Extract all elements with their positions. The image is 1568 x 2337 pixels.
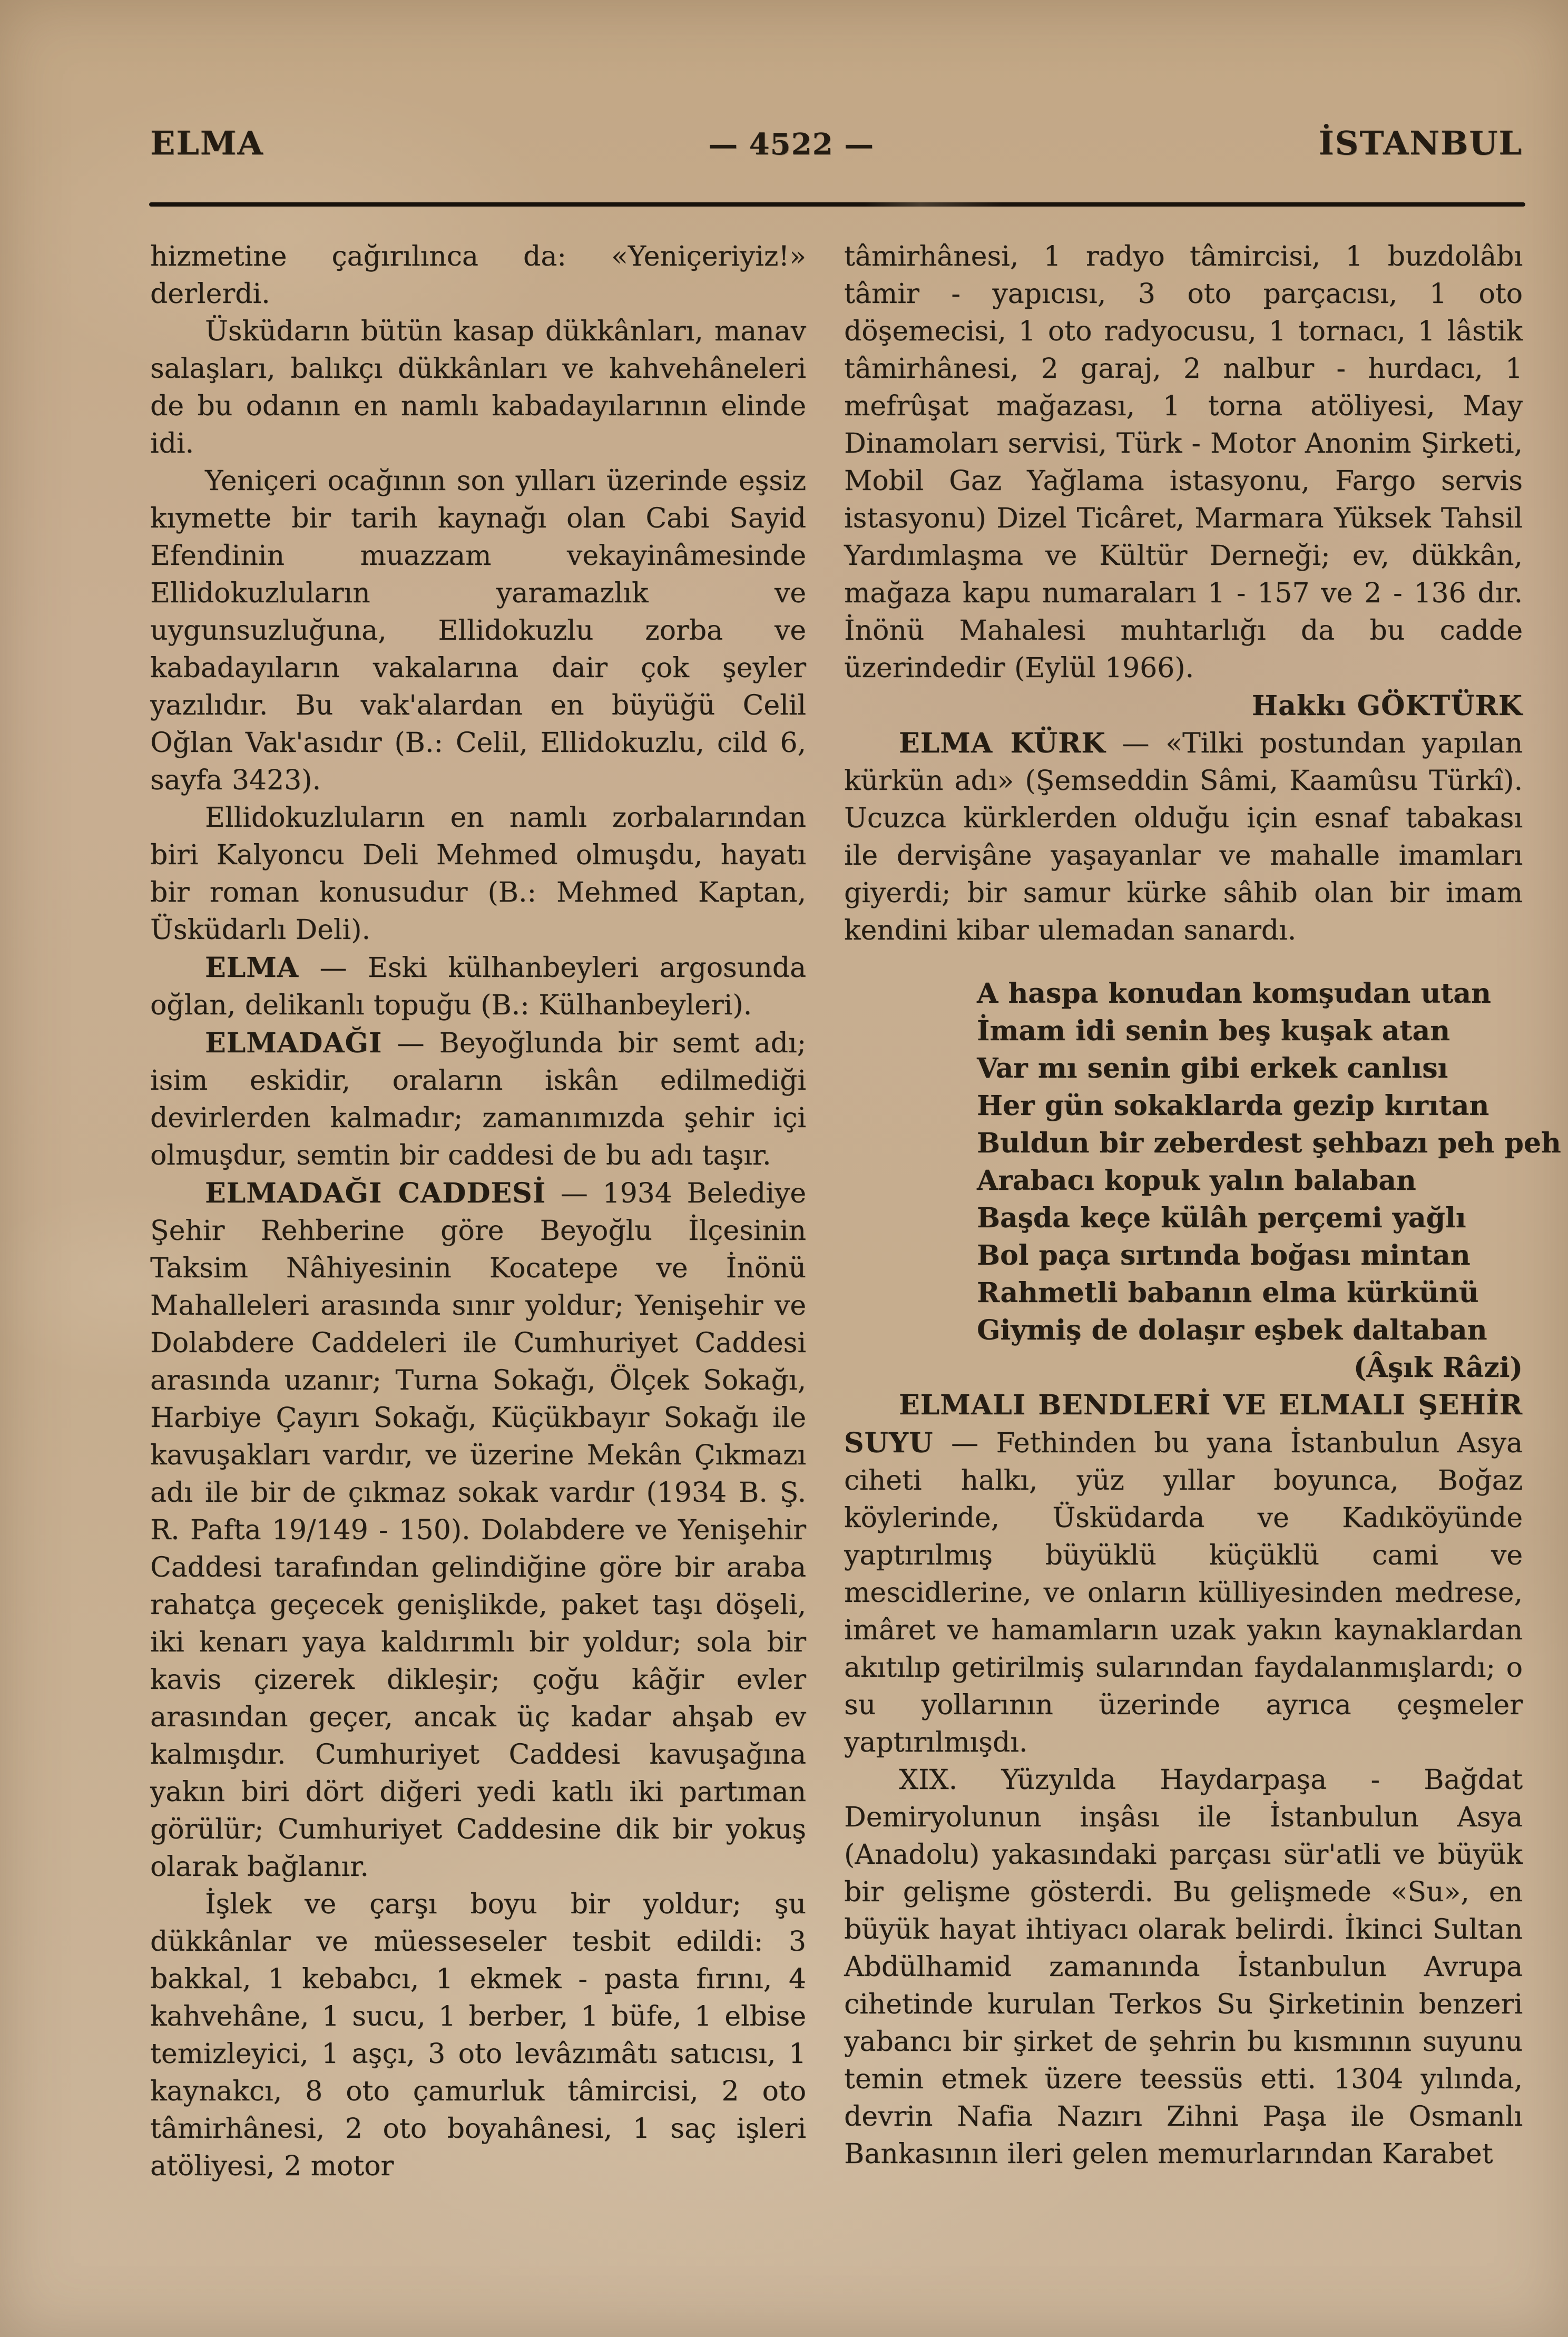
entry-elmali-bendleri-text: — Fethinden bu yana İstanbulun Asya ciheti halkı, yüz yıllar boyunca, Boğaz köylerinde, Üsküdarda ve Kadıköyünde yaptırılmış büyüklü küçüklü cami ve mescidlerine, ve onların külliyesinden medrese, imâret ve hamamların uzak yakın kaynaklardan akıtılıp getirilmiş sularından faydalanmışlardı; o su yollarının üzerinde ayrıca çeşmeler yaptırılmışdı. xyxy=(844,1427,1523,1758)
entry-elmadagi-caddesi-headword: ELMADAĞI CADDESİ xyxy=(205,1177,546,1209)
entry-elmadagi-caddesi-text: — 1934 Belediye Şehir Rehberine göre Beyoğlu İlçesinin Taksim Nâhiyesinin Kocatepe ve İnönü Mahalleleri arasında sınır yoldur; Yenişehir ve Dolabdere Caddeleri ile Cumhuriyet Caddesi arasında uzanır; Turna Sokağı, Ölçek Sokağı, Harbiye Çayırı Sokağı, Küçükbayır Sokağı ile kavuşakları vardır, ve üzerine Mekân Çıkmazı adı ile bir de çıkmaz sokak vardır (1934 B. Ş. R. Pafta 19/149 - 150). Dolabdere ve Yenişehir Caddesi tarafından gelindiğine göre bir araba rahatça geçecek genişlikde, paket taşı döşeli, iki kenarı yaya kaldırımlı bir yoldur; sola bir kavis çizerek dikleşir; çoğu kâğir evler arasından geçer, ancak üç kadar ahşab ev kalmışdır. Cumhuriyet Caddesi kavuşağına yakın biri dört diğeri yedi katlı iki partıman görülür; Cumhuriyet Caddesine dik bir yokuş olarak bağlanır. xyxy=(150,1178,807,1883)
poem-block xyxy=(977,975,1561,1349)
entry-elmali-bendleri xyxy=(844,1386,1523,1762)
paragraph-xix-yuzyil: XIX. Yüzyılda Haydarpaşa - Bağdat Demiryolunun inşâsı ile İstanbulun Asya (Anadolu) yakasındaki parçası sür'atli ve büyük bir gelişme gösterdi. Bu gelişmede «Su», en büyük hayat ihtiyacı olarak belirdi. İkinci Sultan Abdülhamid zamanında İstanbulun Avrupa cihetinde kurulan Terkos Su Şirketinin benzeri yabancı bir şirket de şehrin bu kısmının suyunu temin etmek üzere teessüs etti. 1304 yılında, devrin Nafia Nazırı Zihni Paşa ile Osmanlı Bankasının ileri gelen memurlarından Karabet xyxy=(844,1764,1523,2170)
header-divider-rule xyxy=(149,202,1525,207)
entry-elmadagi xyxy=(150,1024,806,1175)
left-column xyxy=(150,238,806,2185)
page-header xyxy=(150,124,1523,162)
entry-elma-kurk-text: — «Tilki postundan yapılan kürkün adı» (Şemseddin Sâmi, Kaamûsu Türkî). Ucuzca kürklerden olduğu için esnaf tabakası ile dervişâne yaşayanlar ve mahalle imamları giyerdi; bir samur kürke sâhib olan bir imam kendini kibar ulemadan sanardı. xyxy=(844,728,1523,946)
poem-attribution: (Âşık Râzi) xyxy=(1353,1352,1523,1384)
header-left-title: ELMA xyxy=(150,124,264,162)
entry-elma xyxy=(150,949,806,1024)
right-column xyxy=(844,238,1561,2185)
poem-line: Arabacı kopuk yalın balaban xyxy=(977,1165,1416,1197)
page-number: — 4522 — xyxy=(708,127,875,162)
poem-line: Buldun bir zeberdest şehbazı peh peh xyxy=(977,1127,1561,1159)
entry-elma-kurk-headword: ELMA KÜRK xyxy=(899,727,1106,759)
paragraph-uskudar: Üsküdarın bütün kasap dükkânları, manav salaşları, balıkçı dükkânları ve kahvehâneleri de bu odanın en namlı kabadayılarının elinde idi. xyxy=(150,316,806,459)
paragraph-shops-continuation: tâmirhânesi, 1 radyo tâmircisi, 1 buzdolâbı tâmir - yapıcısı, 3 oto parçacısı, 1 oto döşemecisi, 1 oto radyocusu, 1 tornacı, 1 lâstik tâmirhânesi, 2 garaj, 2 nalbur - hurdacı, 1 mefrûşat mağazası, 1 torna atöliyesi, May Dinamoları servisi, Türk - Motor Anonim Şirketi, Mobil Gaz Yağlama istasyonu, Fargo servis istasyonu) Dizel Ticâret, Marmara Yüksek Tahsil Yardımlaşma ve Kültür Derneği; ev, dükkân, mağaza kapu numaraları 1 - 157 ve 2 - 136 dır. İnönü Mahalesi muhtarlığı da bu cadde üzerindedir (Eylül 1966). xyxy=(844,241,1523,684)
entry-elma-text: — Eski külhanbeyleri argosunda oğlan, delikanlı topuğu (B.: Külhanbeyleri). xyxy=(150,952,806,1021)
header-right-title: İSTANBUL xyxy=(1318,124,1523,162)
poem-line: A haspa konudan komşudan utan xyxy=(977,977,1491,1010)
paragraph-yeniceri: Yeniçeri ocağının son yılları üzerinde eşsiz kıymette bir tarih kaynağı olan Cabi Sayid Efendinin muazzam vekayinâmesinde Ellidokuzluların yaramazlık ve uygunsuzluğuna, Ellidokuzlu zorba ve kabadayıların vakalarına dair çok şeyler yazılıdır. Bu vak'alardan en büyüğü Celil Oğlan Vak'asıdır (B.: Celil, Ellidokuzlu, cild 6, sayfa 3423). xyxy=(150,465,806,796)
poem-line: Bol paça sırtında boğası mintan xyxy=(977,1239,1471,1272)
byline-author: Hakkı GÖKTÜRK xyxy=(1251,690,1523,722)
entry-elmadagi-caddesi xyxy=(150,1175,806,1886)
text-columns xyxy=(150,238,1561,2185)
poem-line: Rahmetli babanın elma kürkünü xyxy=(977,1277,1479,1309)
poem-line: Giymiş de dolaşır eşbek daltaban xyxy=(977,1314,1487,1346)
poem-line: Her gün sokaklarda gezip kırıtan xyxy=(977,1090,1489,1122)
entry-elmali-bendleri-headword: ELMALI BENDLERİ VE ELMALI ŞEHİR SUYU xyxy=(844,1389,1523,1459)
paragraph-islek: İşlek ve çarşı boyu bir yoldur; şu dükkânlar ve müesseseler tesbit edildi: 3 bakkal, 1 kebabcı, 1 ekmek - pasta fırını, 4 kahvehâne, 1 sucu, 1 berber, 1 büfe, 1 elbise temizleyici, 1 aşçı, 3 oto levâzımâtı satıcısı, 1 kaynakcı, 8 oto çamurluk tâmircisi, 2 oto tâmirhânesi, 2 oto boyahânesi, 1 saç işleri atöliyesi, 2 motor xyxy=(150,1889,806,2182)
paragraph-continuation: hizmetine çağırılınca da: «Yeniçeriyiz!» derlerdi. xyxy=(150,241,806,310)
entry-elma-headword: ELMA xyxy=(205,952,299,984)
poem-line: Var mı senin gibi erkek canlısı xyxy=(977,1052,1448,1084)
poem-line: Başda keçe külâh perçemi yağlı xyxy=(977,1202,1466,1234)
entry-elmadagi-headword: ELMADAĞI xyxy=(205,1027,383,1059)
entry-elmadagi-text: — Beyoğlunda bir semt adı; isim eskidir, oraların iskân edilmediği devirlerden kalmadır; zamanımızda şehir içi olmuşdur, semtin bir caddesi de bu adı taşır. xyxy=(150,1028,807,1171)
poem-line: İmam idi senin beş kuşak atan xyxy=(977,1015,1450,1047)
entry-elma-kurk xyxy=(844,725,1523,950)
paragraph-ellidokuzlu: Ellidokuzluların en namlı zorbalarından biri Kalyoncu Deli Mehmed olmuşdu, hayatı bir roman konusudur (B.: Mehmed Kaptan, Üsküdarlı Deli). xyxy=(150,802,806,946)
